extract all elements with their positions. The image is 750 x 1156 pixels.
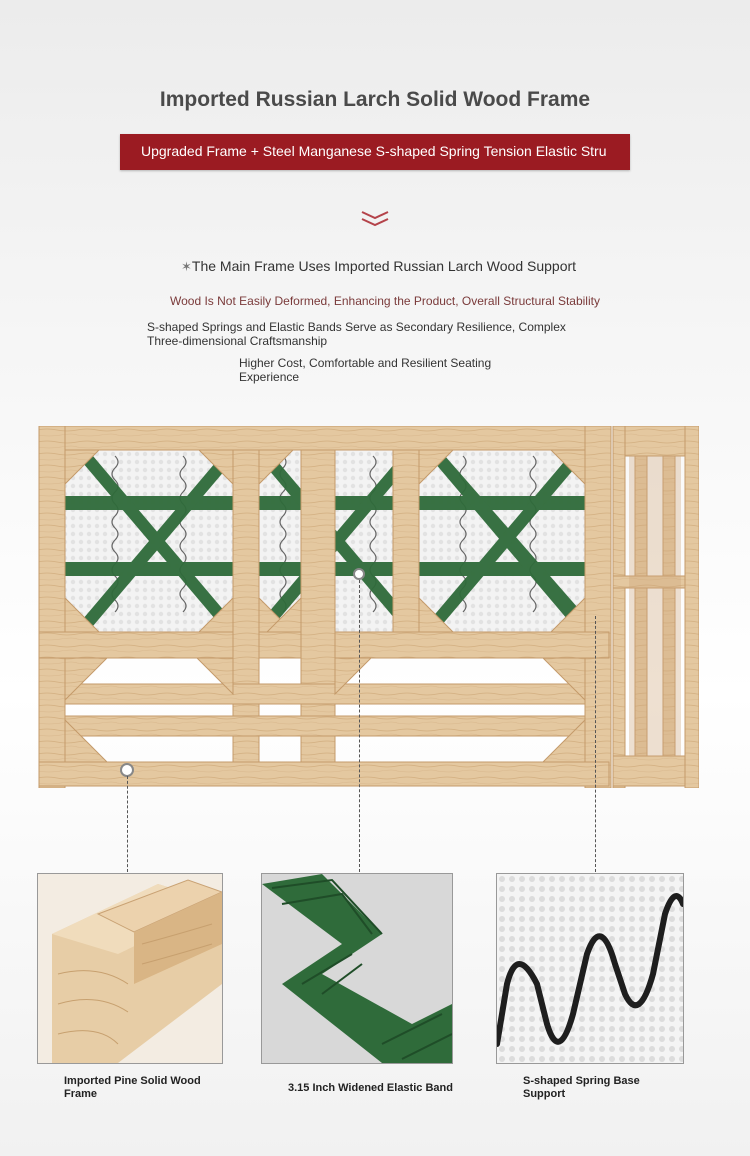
double-chevron-down-icon: [360, 210, 390, 228]
wood-blocks-thumbnail: [37, 873, 223, 1064]
highlight-banner: [120, 134, 630, 170]
wood-blocks-icon: [38, 874, 222, 1063]
wood-frame-illustration: [37, 426, 699, 788]
green-elastic-band-icon: [262, 874, 452, 1063]
intro-heading: ✶The Main Frame Uses Imported Russian Larch Wood Support: [181, 258, 577, 274]
s-spring-thumbnail: [496, 873, 684, 1064]
s-shaped-spring-icon: [497, 874, 683, 1063]
banner-text: Upgraded Frame + Steel Manganese S-shaped Spring Tension Elastic Stru: [141, 143, 607, 159]
intro-paragraph-1: S-shaped Springs and Elastic Bands Serve as Secondary Resilience, Complex Three-dimensional Craftsmanship: [147, 320, 566, 348]
caption-spring-base: S-shaped Spring Base Support: [523, 1075, 640, 1100]
callout-line-band: [359, 580, 360, 872]
intro-paragraph-2: Higher Cost, Comfortable and Resilient Seating Experience: [239, 356, 492, 384]
callout-dot-wood: [121, 764, 133, 776]
callout-line-spring: [595, 616, 596, 872]
bullet-mark-icon: ✶: [181, 259, 192, 274]
callout-dot-band: [354, 569, 364, 579]
intro-subheading: Wood Is Not Easily Deformed, Enhancing the Product, Overall Structural Stability: [170, 294, 600, 308]
caption-elastic-band: 3.15 Inch Widened Elastic Band: [288, 1082, 453, 1094]
caption-wood-frame: Imported Pine Solid Wood Frame: [64, 1075, 201, 1100]
page-title: Imported Russian Larch Solid Wood Frame: [159, 88, 591, 111]
elastic-band-thumbnail: [261, 873, 453, 1064]
callout-line-wood: [127, 776, 128, 872]
